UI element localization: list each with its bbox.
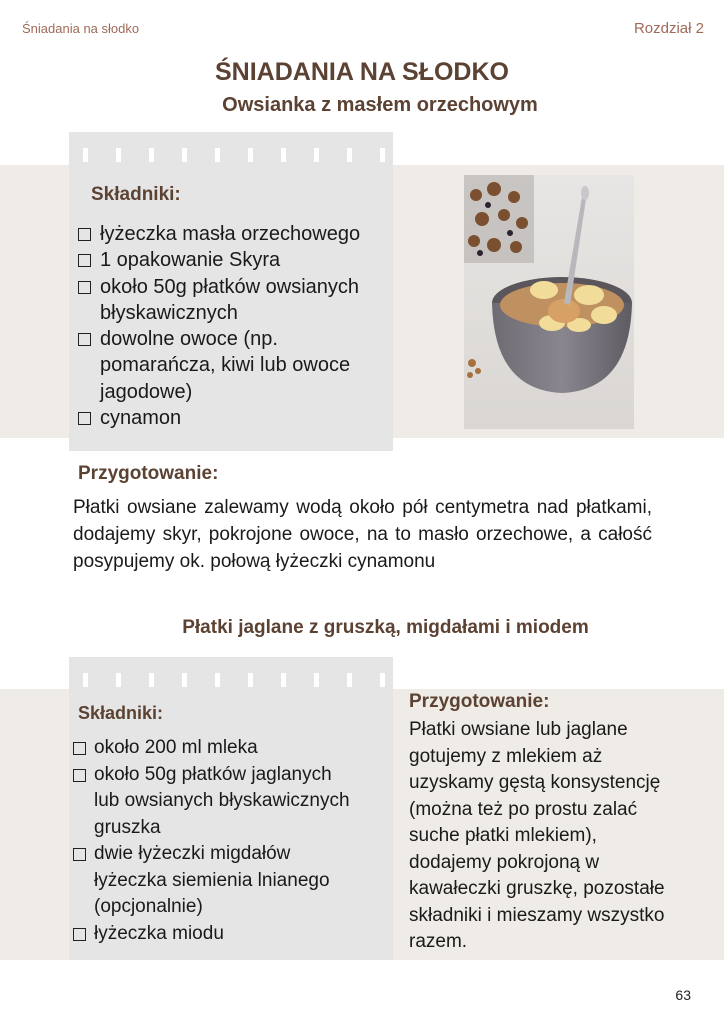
ingredient-line: pomarańcza, kiwi lub owoce [100, 354, 351, 377]
ingredient-item [78, 221, 398, 247]
preparation-line: gotujemy z mlekiem aż [409, 745, 603, 767]
ingredient-item [78, 274, 398, 327]
recipe1-title: Owsianka z masłem orzechowym [222, 94, 538, 116]
ingredient-line: łyżeczka masła orzechowego [100, 223, 361, 245]
notebook-tabs [69, 657, 393, 687]
ingredient-line: około 50g płatków jaglanych [94, 763, 332, 785]
checkbox-icon[interactable] [78, 412, 91, 425]
ingredient-item [78, 405, 398, 431]
ingredient-line: łyżeczka siemienia lnianego [94, 869, 330, 891]
preparation-line: (można też po prostu zalać [409, 798, 638, 820]
preparation-line: składniki i mieszamy wszystko [409, 904, 665, 926]
page-title: ŚNIADANIA NA SŁODKO [215, 58, 509, 86]
ingredient-line: lub owsianych błyskawicznych [94, 790, 350, 811]
recipe1-ingredients-list [78, 221, 398, 431]
recipe1-ingredients-heading: Składniki: [91, 184, 181, 205]
preparation-line: razem. [409, 931, 468, 952]
ingredient-item [73, 735, 393, 762]
checkbox-icon[interactable] [78, 333, 91, 346]
ingredient-item [73, 762, 393, 842]
food-photo [464, 175, 634, 429]
oatmeal-bowl-image [464, 175, 634, 429]
ingredient-line: (opcjonalnie) [94, 896, 203, 917]
checkbox-icon[interactable] [78, 281, 91, 294]
page-number: 63 [675, 987, 691, 1003]
ingredient-line: około 50g płatków owsianych [100, 275, 360, 298]
preparation-line: dodajemy pokrojoną w [409, 851, 600, 873]
ingredient-item [73, 921, 393, 948]
ingredient-line: łyżeczka miodu [94, 922, 224, 944]
recipe2-ingredients-list [73, 735, 393, 947]
checkbox-icon[interactable] [73, 769, 86, 782]
ingredient-item [78, 247, 398, 273]
ingredient-line: cynamon [100, 407, 182, 430]
recipe1-preparation-heading: Przygotowanie: [78, 463, 219, 484]
ingredient-item [78, 326, 398, 405]
checkbox-icon[interactable] [73, 928, 86, 941]
preparation-line: suche płatki mlekiem), [409, 825, 597, 846]
ingredient-line: błyskawicznych [100, 301, 238, 324]
ingredient-line: jagodowe) [100, 380, 193, 403]
ingredient-line: 1 opakowanie Skyra [100, 249, 281, 272]
ingredient-line: gruszka [94, 816, 161, 838]
checkbox-icon[interactable] [78, 254, 91, 267]
ingredient-line: około 200 ml mleka [94, 737, 258, 758]
running-header-right: Rozdział 2 [633, 20, 704, 37]
recipe2-preparation-text [409, 717, 709, 956]
checkbox-icon[interactable] [73, 848, 86, 861]
recipe2-preparation-heading: Przygotowanie: [409, 691, 550, 712]
recipe1-preparation-text: Płatki owsiane zalewamy wodą około pół centymetra nad płatkami, dodajemy skyr, pokrojone owoce, na to masło orzechowe, a całość posypujemy ok. połową łyżeczki cynamonu [73, 497, 652, 572]
running-header-left: Śniadania na słodko [22, 21, 140, 36]
ingredient-item [73, 841, 393, 921]
notebook-tabs [69, 132, 393, 162]
ingredient-line: dwie łyżeczki migdałów [94, 843, 291, 864]
recipe2-ingredients-heading: Składniki: [78, 703, 164, 723]
recipe2-title: Płatki jaglane z gruszką, migdałami i miodem [182, 617, 589, 638]
ingredient-line: dowolne owoce (np. [100, 328, 278, 351]
preparation-line: uzyskamy gęstą konsystencję [409, 772, 661, 793]
preparation-line: Płatki owsiane lub jaglane [409, 719, 628, 740]
checkbox-icon[interactable] [78, 228, 91, 241]
checkbox-icon[interactable] [73, 742, 86, 755]
preparation-line: kawałeczki gruszkę, pozostałe [409, 878, 665, 899]
